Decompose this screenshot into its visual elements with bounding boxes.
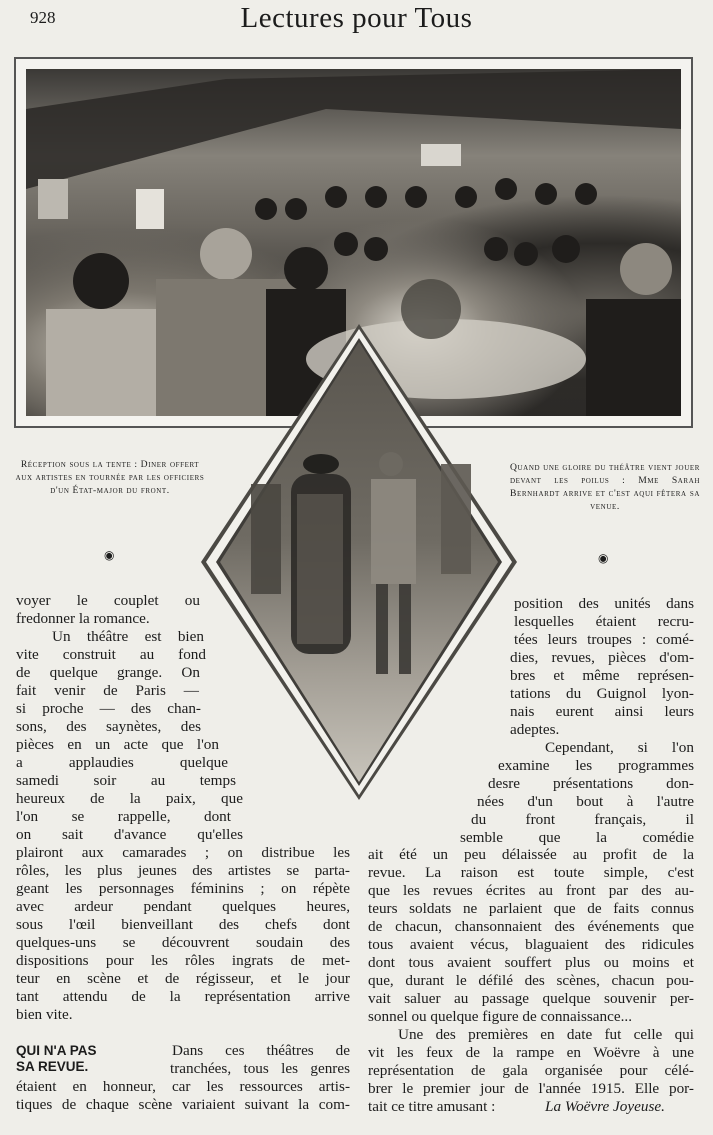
text-line: tant attendu de la représentation arrive bbox=[16, 988, 350, 1005]
text-line: tait ce titre amusant : bbox=[368, 1098, 496, 1115]
text-line: de chacun, chansonnaient des événements que bbox=[368, 918, 694, 935]
text-line: Une des premières en date fut celle qui bbox=[398, 1026, 694, 1043]
text-line: sonnel ou quelque figure de connaissance... bbox=[368, 1008, 633, 1025]
text-line: tations du Guignol lyon- bbox=[510, 685, 694, 702]
text-line: desre présentations don- bbox=[488, 775, 694, 792]
ornament-right: ◉ bbox=[598, 551, 609, 565]
revue-title-italic: La Woëvre Joyeuse. bbox=[545, 1098, 665, 1115]
text-line: on sait d'avance qu'elles bbox=[16, 826, 243, 843]
text-line: bien vite. bbox=[16, 1006, 73, 1023]
text-line: vait saluer au passage quelque souvenir per- bbox=[368, 990, 694, 1007]
text-line: que, durant le défilé des scènes, chacun pou- bbox=[368, 972, 694, 989]
text-line: sous l'œil bienveillant des chefs dont bbox=[16, 916, 350, 933]
sidehead-line-1: QUI N'A PAS bbox=[16, 1043, 97, 1058]
text-line: si proche — des chan- bbox=[16, 700, 201, 717]
text-line: teur en scène et de régisseur, et le jour bbox=[16, 970, 350, 987]
text-line: vit les feux de la rampe en Woëvre à une bbox=[368, 1044, 694, 1061]
text-line: nais eurent ainsi leurs bbox=[510, 703, 694, 720]
text-line: Un théâtre est bien bbox=[52, 628, 204, 645]
sidehead-line-2: SA REVUE. bbox=[16, 1059, 89, 1074]
text-line: tiques de chaque scène variaient suivant la com- bbox=[16, 1096, 350, 1113]
caption-right: Quand une gloire du théâtre vient jouer devant les poilus : Mme Sarah Bernhardt arrive et c'est aqui fêtera sa venue. bbox=[510, 462, 700, 512]
text-line: sons, des saynètes, des bbox=[16, 718, 201, 735]
text-line: Cependant, si l'on bbox=[545, 739, 694, 756]
text-line: pièces en un acte que l'on bbox=[16, 736, 219, 753]
text-line: fredonner la romance. bbox=[16, 610, 150, 627]
page-number: 928 bbox=[30, 8, 56, 27]
text-line: dispositions pour les rôles ingrats de met- bbox=[16, 952, 350, 969]
text-line: l'on se rappelle, dont bbox=[16, 808, 231, 825]
text-line: position des unités dans bbox=[514, 595, 694, 612]
text-line: que les revues écrites au front par des au- bbox=[368, 882, 694, 899]
text-line: Dans ces théâtres de bbox=[172, 1042, 350, 1059]
text-line: dont tous avaient souffert plus ou moins et bbox=[368, 954, 694, 971]
text-line: quelques-uns se découvrent soudain des bbox=[16, 934, 350, 951]
text-line: brer le premier jour de l'année 1915. Elle por- bbox=[368, 1080, 694, 1097]
text-line: tranchées, tous les genres bbox=[170, 1060, 350, 1077]
text-line: voyer le couplet ou bbox=[16, 592, 200, 609]
text-line: dies, revues, pièces d'om- bbox=[510, 649, 694, 666]
text-line: plairont aux camarades ; on distribue les bbox=[16, 844, 350, 861]
text-line: tous avaient vécus, blaguaient des ridicules bbox=[368, 936, 694, 953]
caption-left: Réception sous la tente : Diner offert aux artistes en tournée par les officiers d'un État-major du front. bbox=[15, 459, 205, 496]
text-line: du front français, il bbox=[471, 811, 694, 828]
text-line: a applaudies quelque bbox=[16, 754, 228, 771]
text-line: représentation de gala organisée pour célé- bbox=[368, 1062, 694, 1079]
text-line: étaient en honneur, car les ressources artis- bbox=[16, 1078, 350, 1095]
text-line: rôles, les plus jeunes des artistes se parta- bbox=[16, 862, 350, 879]
text-line: revue. La raison est toute simple, c'est bbox=[368, 864, 694, 881]
text-line: adeptes. bbox=[510, 721, 560, 738]
photo-sarah-bernhardt-diamond bbox=[201, 324, 517, 800]
text-line: fait venir de Paris — bbox=[16, 682, 199, 699]
text-line: lesquelles étaient recru- bbox=[514, 613, 694, 630]
text-line: vite construit au fond bbox=[16, 646, 206, 663]
text-line: semble que la comédie bbox=[460, 829, 694, 846]
text-line: teurs soldats ne parlaient que de faits connus bbox=[368, 900, 694, 917]
text-line: ait été un peu délaissée au profit de la bbox=[368, 846, 694, 863]
text-line: nées d'un bout à l'autre bbox=[477, 793, 694, 810]
text-line: heureux de la paix, que bbox=[16, 790, 243, 807]
text-line: geant les personnages féminins ; on répète bbox=[16, 880, 350, 897]
text-line: tées leurs troupes : comé- bbox=[514, 631, 694, 648]
ornament-left: ◉ bbox=[104, 548, 115, 562]
running-head: Lectures pour Tous bbox=[240, 2, 473, 34]
text-line: examine les programmes bbox=[498, 757, 694, 774]
text-line: de quelque grange. On bbox=[16, 664, 200, 681]
text-line: bres et même représen- bbox=[510, 667, 694, 684]
text-line: samedi soir au temps bbox=[16, 772, 236, 789]
text-line: avec ardeur pendant quelques heures, bbox=[16, 898, 350, 915]
